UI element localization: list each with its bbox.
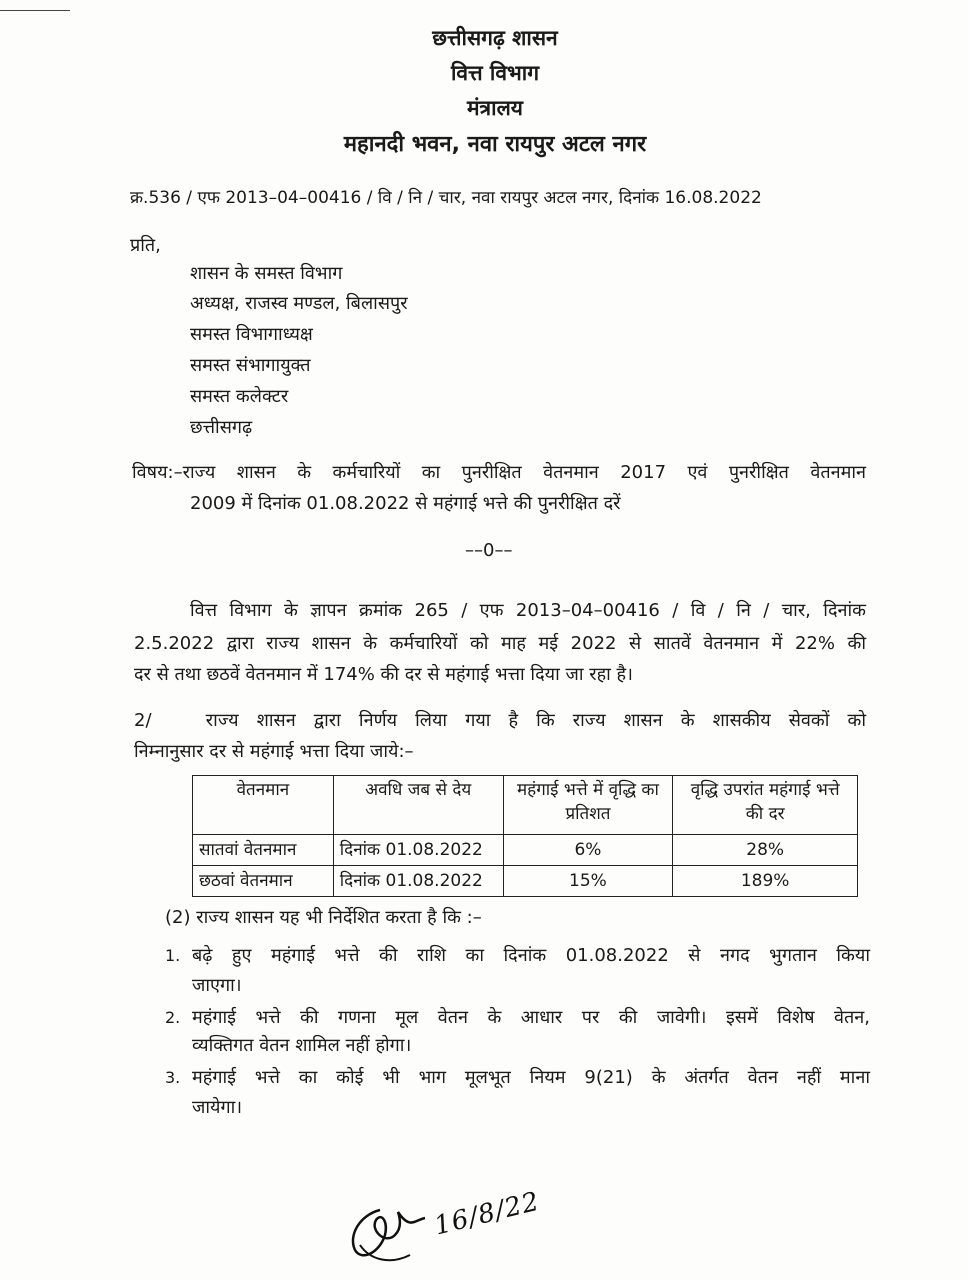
item-number: 3. xyxy=(165,1068,181,1087)
recipient: छत्तीसगढ़ xyxy=(190,417,253,438)
header-department: वित्त विभाग xyxy=(450,61,540,85)
paragraph-2-line: 2/ राज्य शासन द्वारा निर्णय लिया गया है कि राज्य शासन के शासकीय सेवकों को xyxy=(134,710,866,731)
header-increase-percent: महंगाई भत्ते में वृद्धि का प्रतिशत xyxy=(503,776,673,835)
header-address: महानदी भवन, नवा रायपुर अटल नगर xyxy=(343,132,647,157)
cell-increase: 15% xyxy=(503,866,673,897)
paragraph-1-line: वित्त विभाग के ज्ञापन क्रमांक 265 / एफ 2013–04–00416 / वि / नि / चार, दिनांक xyxy=(190,600,866,621)
header-pay-scale: वेतनमान xyxy=(193,776,334,835)
reference-number: क्र.536 / एफ 2013–04–00416 / वि / नि / चार, नवा रायपुर अटल नगर, दिनांक 16.08.2022 xyxy=(130,188,762,208)
recipient: समस्त संभागायुक्त xyxy=(190,355,311,376)
header-ministry: मंत्रालय xyxy=(466,96,523,120)
paragraph-1-line: दर से तथा छठवें वेतनमान में 174% की दर से महंगाई भत्ता दिया जा रहा है। xyxy=(134,664,633,685)
item-line: व्यक्तिगत वेतन शामिल नहीं होगा। xyxy=(192,1035,412,1056)
item-line: बढ़े हुए महंगाई भत्ते की राशि का दिनांक 01.08.2022 से नगद भुगतान किया xyxy=(192,945,870,966)
table-row xyxy=(193,866,858,897)
item-line: महंगाई भत्ते की गणना मूल वेतन के आधार पर की जावेगी। इसमें विशेष वेतन, xyxy=(192,1007,870,1028)
directive: (2) राज्य शासन यह भी निर्देशित करता है कि :– xyxy=(165,907,482,928)
separator: ––0–– xyxy=(465,540,513,561)
signature-date: 16/8/22 xyxy=(431,1186,543,1242)
cell-effective-date: दिनांक 01.08.2022 xyxy=(333,835,503,866)
dearness-allowance-table xyxy=(192,775,858,897)
item-number: 2. xyxy=(165,1008,181,1027)
subject-line: 2009 में दिनांक 01.08.2022 से महंगाई भत्ते की पुनरीक्षित दरें xyxy=(190,493,621,514)
signature xyxy=(340,1190,440,1270)
item-line: जायेगा। xyxy=(192,1097,243,1118)
item-line: जाएगा। xyxy=(192,975,242,996)
cell-rate: 28% xyxy=(673,835,858,866)
table-row xyxy=(193,835,858,866)
cell-rate: 189% xyxy=(673,866,858,897)
recipient: शासन के समस्त विभाग xyxy=(190,263,343,284)
item-line: महंगाई भत्ते का कोई भी भाग मूलभूत नियम 9(21) के अंतर्गत वेतन नहीं माना xyxy=(192,1067,870,1088)
cell-pay-scale: छठवां वेतनमान xyxy=(193,866,334,897)
item-number: 1. xyxy=(165,946,181,965)
cell-pay-scale: सातवां वेतनमान xyxy=(193,835,334,866)
paragraph-1-line: 2.5.2022 द्वारा राज्य शासन के कर्मचारियों को माह मई 2022 से सातवें वेतनमान में 22% की xyxy=(134,633,866,654)
subject-line: विषय:–राज्य शासन के कर्मचारियों का पुनरीक्षित वेतनमान 2017 एवं पुनरीक्षित वेतनमान xyxy=(132,462,866,483)
recipient: अध्यक्ष, राजस्व मण्डल, बिलासपुर xyxy=(190,293,408,314)
table-header-row xyxy=(193,776,858,835)
header-revised-rate: वृद्धि उपरांत महंगाई भत्ते की दर xyxy=(673,776,858,835)
header-effective-period: अवधि जब से देय xyxy=(333,776,503,835)
cell-effective-date: दिनांक 01.08.2022 xyxy=(333,866,503,897)
to-label: प्रति, xyxy=(130,235,161,256)
page-corner-line xyxy=(0,0,70,11)
paragraph-2-line: निम्नानुसार दर से महंगाई भत्ता दिया जाये:– xyxy=(134,741,414,762)
recipient: समस्त विभागाध्यक्ष xyxy=(190,324,313,345)
cell-increase: 6% xyxy=(503,835,673,866)
recipient: समस्त कलेक्टर xyxy=(190,386,289,407)
header-government: छत्तीसगढ़ शासन xyxy=(432,26,558,50)
